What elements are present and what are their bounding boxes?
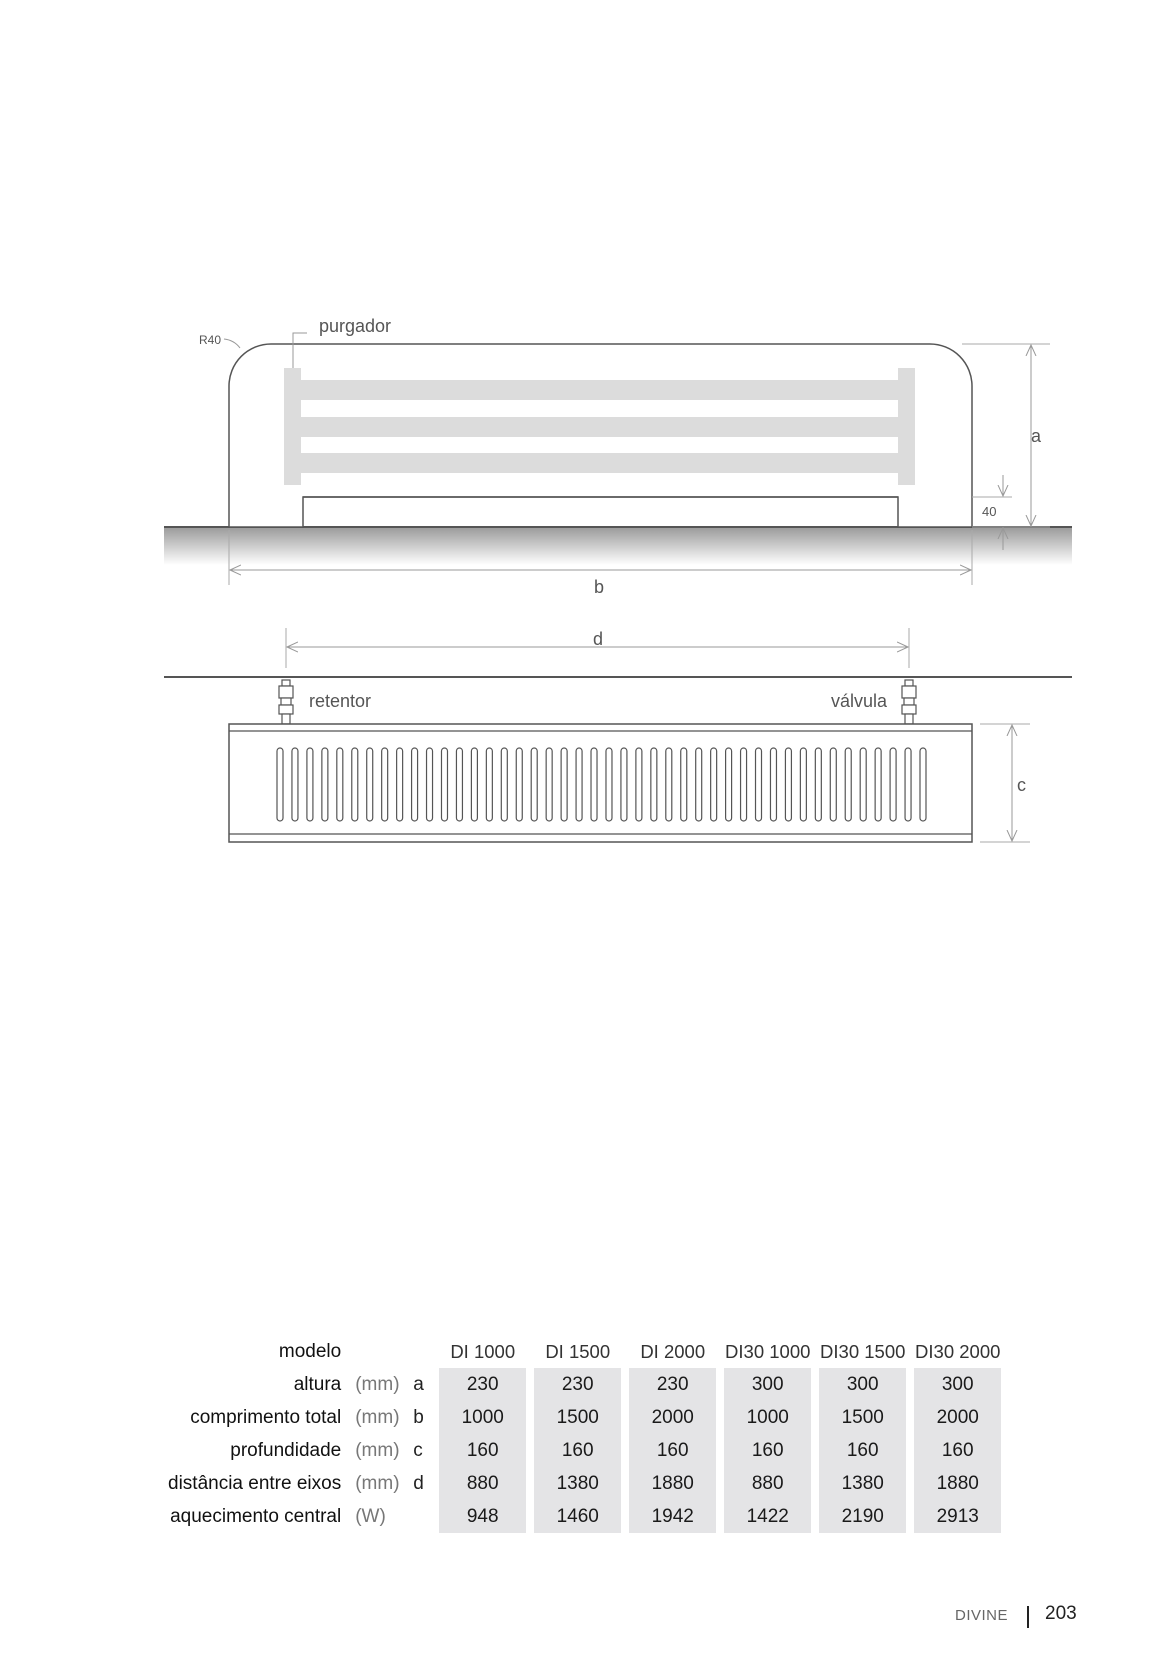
row-unit: (W) [355,1505,386,1527]
header-label: modelo [278,1340,342,1362]
footer-divider [1027,1606,1029,1628]
row-label: comprimento total [190,1406,342,1428]
grille-slot [905,748,911,821]
row-label: profundidade [230,1439,342,1461]
table-cell: 300 [914,1368,1001,1401]
table-row [168,1467,1001,1500]
grille-slot [427,748,433,821]
table-cell: 1380 [819,1467,906,1500]
table-row [168,1500,1001,1533]
table-cell: 1500 [819,1401,906,1434]
radius-leader [224,339,240,348]
table-cell: 880 [439,1467,526,1500]
table-cell: 1422 [724,1500,811,1533]
table-cell: 880 [724,1467,811,1500]
table-cell: 2913 [914,1500,1001,1533]
header-pipe-left [284,368,301,485]
table-cell: 230 [629,1368,716,1401]
row-unit: (mm) [355,1373,400,1395]
dim-a-label: a [1031,426,1042,446]
table-cell: 230 [534,1368,621,1401]
grille-slot [501,748,507,821]
model-header: DI30 1000 [725,1340,811,1362]
page-number: 203 [1045,1603,1077,1624]
table-cell: 1942 [629,1500,716,1533]
grille-slot [277,748,283,821]
grille-slot [920,748,926,821]
grille-slot [651,748,657,821]
valve-fitting [902,680,916,724]
bleed-valve-label: purgador [319,316,392,336]
grille-slot [711,748,717,821]
table-cell: 1000 [439,1401,526,1434]
table-cell: 1380 [534,1467,621,1500]
model-header: DI 2000 [640,1340,706,1362]
table-cell: 230 [439,1368,526,1401]
table-cell: 300 [819,1368,906,1401]
dim-40-label: 40 [982,504,997,519]
grille-slot [397,748,403,821]
row-letter: a [413,1373,424,1395]
row-letter: c [413,1439,423,1461]
grille-slot [890,748,896,821]
side-elevation-view [164,316,1072,597]
table-cell: 1880 [914,1467,1001,1500]
grille-slot [830,748,836,821]
heating-element [284,368,915,485]
footer-brand: DIVINE [955,1607,1009,1624]
grille-slot [516,748,522,821]
row-label: aquecimento central [170,1505,342,1527]
table-row [168,1434,1001,1467]
grille-slot [800,748,806,821]
table-cell: 1000 [724,1401,811,1434]
row-letter [413,1500,431,1533]
grille-slot [681,748,687,821]
table-cell: 2000 [914,1401,1001,1434]
specifications-table [160,1335,1009,1533]
row-letter: b [413,1406,424,1428]
retainer-fitting [279,680,293,724]
model-header: DI30 1500 [820,1340,906,1362]
retainer-label: retentor [309,691,372,711]
grille-slot [337,748,343,821]
table-cell: 160 [534,1434,621,1467]
dim-c-label: c [1017,775,1026,795]
plan-view [164,628,1072,842]
row-unit: (mm) [355,1406,400,1428]
grille-slot [367,748,373,821]
grille-slot [726,748,732,821]
grille-slot [860,748,866,821]
table-row [168,1368,1001,1401]
grille-slot [292,748,298,821]
grille-slot [666,748,672,821]
grille-slot [322,748,328,821]
heating-tube [301,380,898,400]
table-header-row [168,1335,1001,1368]
grille-slot [531,748,537,821]
row-letter: d [413,1472,424,1494]
grille-slot [770,748,776,821]
table-cell: 160 [914,1434,1001,1467]
grille-slot [441,748,447,821]
grille-slot [576,748,582,821]
grille-slot [621,748,627,821]
grille-slot [561,748,567,821]
radius-label: R40 [199,333,222,347]
grille-slot [606,748,612,821]
table-cell: 1880 [629,1467,716,1500]
header-pipe-right [898,368,915,485]
model-header: DI 1000 [450,1340,516,1362]
model-header: DI 1500 [545,1340,611,1362]
heating-tube [301,453,898,473]
floor [164,527,1072,565]
row-label: distância entre eixos [168,1472,342,1494]
table-cell: 948 [439,1500,526,1533]
grille-slot [382,748,388,821]
dim-d-label: d [593,629,604,649]
grille-slot [352,748,358,821]
grille-slot [696,748,702,821]
table-row [168,1401,1001,1434]
table-cell: 2190 [819,1500,906,1533]
grille-slot [636,748,642,821]
grille-slot [756,748,762,821]
grille-slot [845,748,851,821]
table-cell: 160 [629,1434,716,1467]
model-header: DI30 2000 [915,1340,1001,1362]
grille-slot [471,748,477,821]
table-cell: 160 [819,1434,906,1467]
heating-tube [301,417,898,437]
grille-slot [456,748,462,821]
grille-slot [546,748,552,821]
grille-slot [307,748,313,821]
table-cell: 1500 [534,1401,621,1434]
row-unit: (mm) [355,1472,400,1494]
valve-label: válvula [830,691,887,711]
grille-slot [412,748,418,821]
table-cell: 1460 [534,1500,621,1533]
table-cell: 160 [439,1434,526,1467]
table-cell: 160 [724,1434,811,1467]
dim-b-label: b [594,577,605,597]
grille-slot [785,748,791,821]
table-cell: 2000 [629,1401,716,1434]
grille-slot [741,748,747,821]
grille-slot [875,748,881,821]
row-label: altura [293,1373,342,1395]
grille-slot [815,748,821,821]
row-unit: (mm) [355,1439,400,1461]
table-cell: 300 [724,1368,811,1401]
grille-slot [486,748,492,821]
grille-slot [591,748,597,821]
